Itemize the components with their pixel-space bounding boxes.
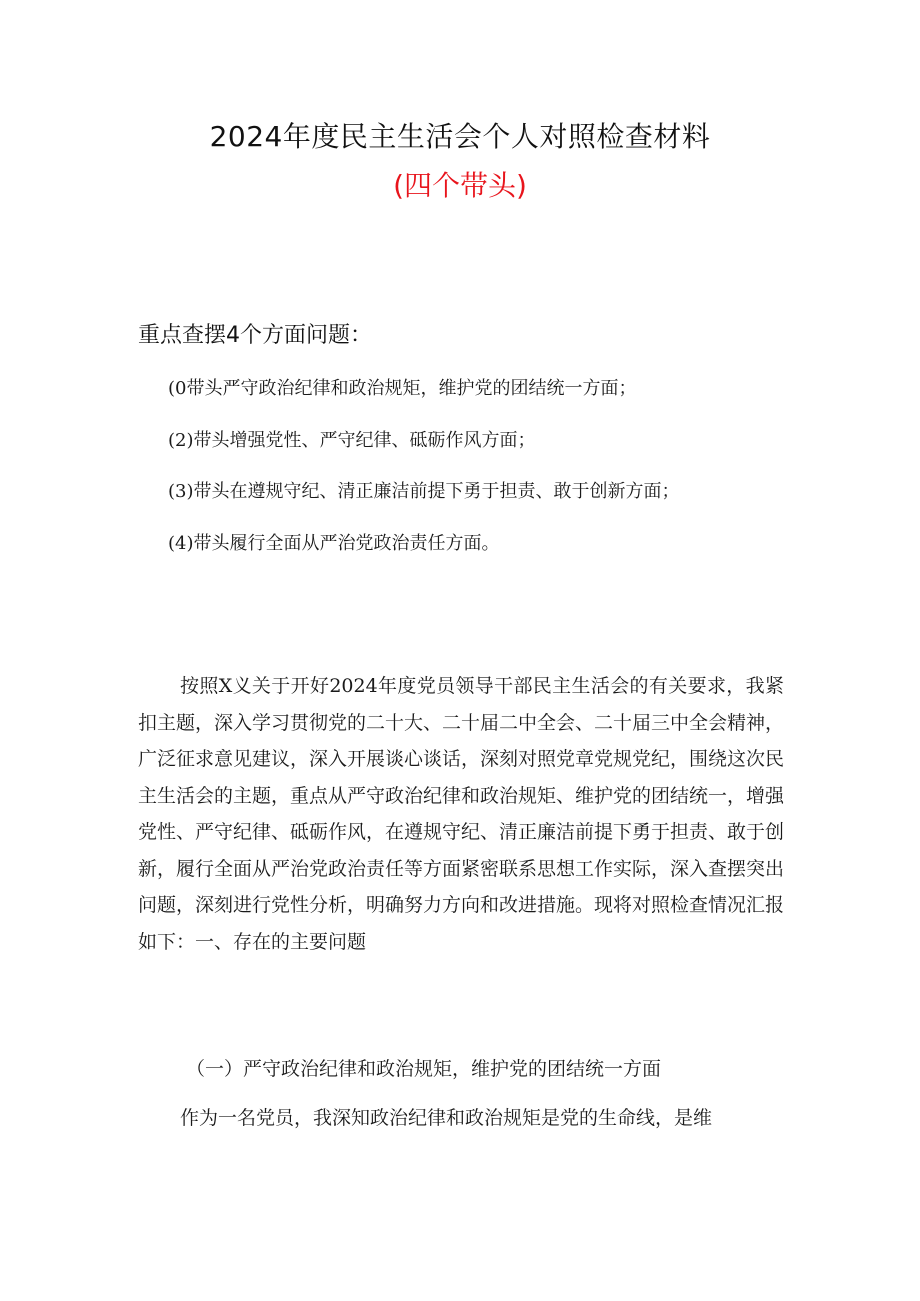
intro-paragraph: 按照X义关于开好2024年度党员领导干部民主生活会的有关要求，我紧扣主题，深入学习贯彻党的二十大、二十届二中全会、二十届三中全会精神，广泛征求意见建议，深入开展谈心谈话，深刻对照党章党规党纪，围绕这次民主生活会的主题，重点从严守政治纪律和政治规矩、维护党的团结统一，增强党性、严守纪律、砥砺作风，在遵规守纪、清正廉洁前提下勇于担责、敢于创新，履行全面从严治党政治责任等方面紧密联系思想工作实际，深入查摆突出问题，深刻进行党性分析，明确努力方向和改进措施。现将对照检查情况汇报如下：一、存在的主要问题	[138, 675, 785, 953]
section-heading: 重点查摆4个方面问题：	[138, 323, 372, 348]
document-subtitle: (四个带头)	[393, 169, 527, 202]
issue-item-4: (4)带头履行全面从严治党政治责任方面。	[168, 532, 500, 554]
issue-item-1: (0带头严守政治纪律和政治规矩，维护党的团结统一方面；	[168, 378, 637, 399]
issue-item-3: (3)带头在遵规守纪、清正廉洁前提下勇于担责、敢于创新方面；	[168, 481, 680, 502]
issue-item-2: (2)带头增强党性、严守纪律、砥砺作风方面；	[168, 429, 536, 451]
document-title: 2024年度民主生活会个人对照检查材料	[209, 120, 711, 153]
body-paragraph-2: 作为一名党员，我深知政治纪律和政治规矩是党的生命线，是维	[180, 1107, 713, 1129]
subheading-political-discipline: （一）严守政治纪律和政治规矩，维护党的团结统一方面	[186, 1058, 662, 1080]
issue-list	[168, 376, 680, 582]
